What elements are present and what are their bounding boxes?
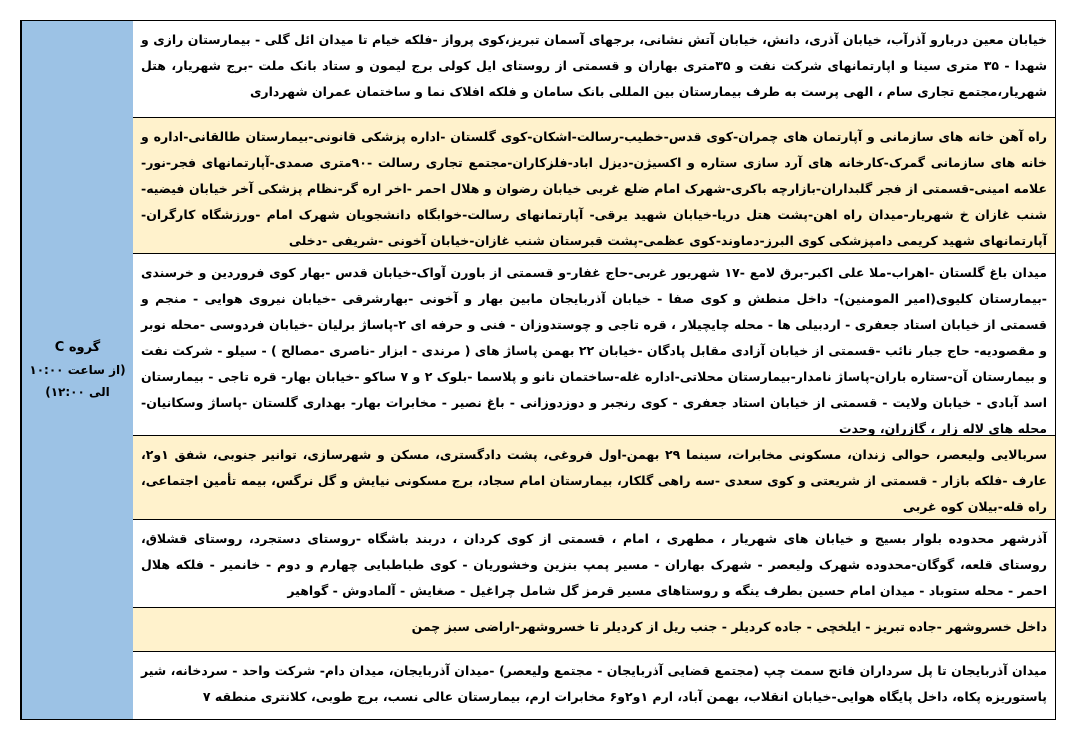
group-header-cell — [21, 21, 133, 719]
outage-schedule-table — [20, 20, 1056, 720]
area-row-5: آذرشهر محدوده بلوار بسیج و خیابان های شهریار ، مطهری ، امام ، قسمتی از کوی کردان ، دربند باشگاه -روستای دستجرد، روستای قشلاق، روستای قلعه، گوگان-محدوده شهرک ولیعصر - شهرک بهاران - مسیر پمپ بنزین وخشوریان - کوی طباطبایی چهارم و دوم - خانمیر - فلکه هلال احمر - محله ستوباد - میدان امام حسین بطرف ینگه و روستاهای مسیر قرمز گل شامل چراغیل - صغایش - آلمادوش - گواهیر — [133, 520, 1055, 608]
area-row-4: سربالایی ولیعصر، حوالی زندان، مسکونی مخابرات، سینما ۲۹ بهمن-اول فروغی، پشت دادگستری، مسکن و شهرسازی، توانیر جنوبی، شفق ۱و۲، عارف -فلکه بازار - قسمتی از شریعتی و کوی سعدی -سه راهی گلکار، بیمارستان امام سجاد، برج مسکونی نیایش و گل نرگس، بیمه تأمین اجتماعی، راه قله-بیلان کوه غربی — [133, 436, 1055, 520]
group-title: گروه C — [54, 340, 101, 355]
area-row-1: خیابان معین دربارو آذرآب، خیابان آذری، دانش، خیابان آتش نشانی، برجهای آسمان تبریز،کوی پرواز -فلکه خیام تا میدان ائل گلی - بیمارستان رازی و شهدا - ۳۵ متری سینا و اپارتمانهای شرکت نفت و ۳۵متری بهاران و قسمتی از روستای ایل کولی برج لیمون و ستاد بانک ملت -برج شهریار، هتل شهریار،مجتمع تجاری سام ، الهی پرست به طرف بیمارستان بین المللی بانک سامان و فلکه افلاک نما و ساختمان عمران شهرداری — [133, 21, 1055, 118]
area-row-6: داخل خسروشهر -جاده تبریز - ایلخچی - جاده کردیلر - جنب ریل از کردیلر تا خسروشهر-اراضی سبز چمن — [133, 608, 1055, 652]
group-time-range: (از ساعت ۱۰:۰۰ الی ۱۲:۰۰) — [29, 363, 126, 399]
area-row-3: میدان باغ گلستان -اهراب-ملا علی اکبر-برق لامع -۱۷ شهریور غربی-حاج غفار-و قسمتی از باورن آواک-خیابان قدس -بهار کوی فروردین و خرسندی -بیمارستان کلیوی(امیر المومنین)- داخل منطش و کوی صفا - خیابان آذربایجان مابین بهار و آخونی -بهارشرقی -خیابان نیروی هوایی - منجم و قسمتی از خیابان استاد جعفری - اردبیلی ها - محله چایچیلار ، قره تاجی و چوستدوزان - فنی و حرفه ای ۲-پاساژ برلیان -خیابان فردوسی -محله نوبر و مقصودیه- حاج جبار نائب -قسمتی از خیابان آزادی مقابل پادگان -خیابان ۲۲ بهمن پاساژ های ( مرندی - ابزار -ناصری -مصالح ) - سیلو - شرکت نفت و بیمارستان آن-ستاره باران-پاساژ نامدار-بیمارستان محلاتی-اداره غله-ساختمان نانو و پلاسما -بلوک ۲ و ۷ ساکو -خیابان بهار- قره تاجی - بیمارستان اسد آبادی - خیابان ولایت - قسمتی از خیابان استاد جعفری - کوی رنجبر و دوزدوزانی - باغ نصیر - مخابرات بهار- بهداری گلستان -پاساژ وسکانیان-محله های لاله زار ، گازران، وحدت — [133, 254, 1055, 436]
area-row-2: راه آهن خانه های سازمانی و آپارتمان های چمران-کوی قدس-خطیب-رسالت-اشکان-کوی گلستان -اداره پزشکی قانونی-بیمارستان طالقانی-اداره و خانه های سازمانی گمرک-کارخانه های آرد سازی ستاره و اکسیژن-دیزل اباد-فلزکاران-مجتمع تجاری رسالت -۹۰متری صمدی-آپارتمانهای فجر-نور-علامه امینی-قسمتی از فجر گلبداران-بازارچه باکری-شهرک امام ضلع غربی خیابان رضوان و هلال احمر -اخر اره گر-نظام پزشکی آخر خیابان فیضیه-شنب غازان خ شهریار-میدان راه اهن-پشت هتل دریا-خیابان شهید یرقی- آپارتمانهای رسالت-خوابگاه دانشجویان شهرک امام -ورزشگاه کارگران-آپارتمانهای شهید کریمی دامپزشکی کوی البرز-دماوند-کوی عظمی-پشت قبرستان شنب غازان-خیابان آخونی -شریفی -دخلی — [133, 118, 1055, 254]
area-row-7: میدان آذربایجان تا پل سرداران فاتح سمت چپ (مجتمع قضایی آذربایجان - مجتمع ولیعصر) -میدان آذربایجان، میدان دام- شرکت واحد - سردخانه، شیر پاستوریزه پکاه، داخل پایگاه هوایی-خیابان انقلاب، بهمن آباد، ارم ۱و۲و۶ مخابرات ارم، بیمارستان عالی نسب، برج طوبی، کلانتری منطقه ۷ — [133, 652, 1055, 719]
area-rows — [133, 21, 1055, 719]
